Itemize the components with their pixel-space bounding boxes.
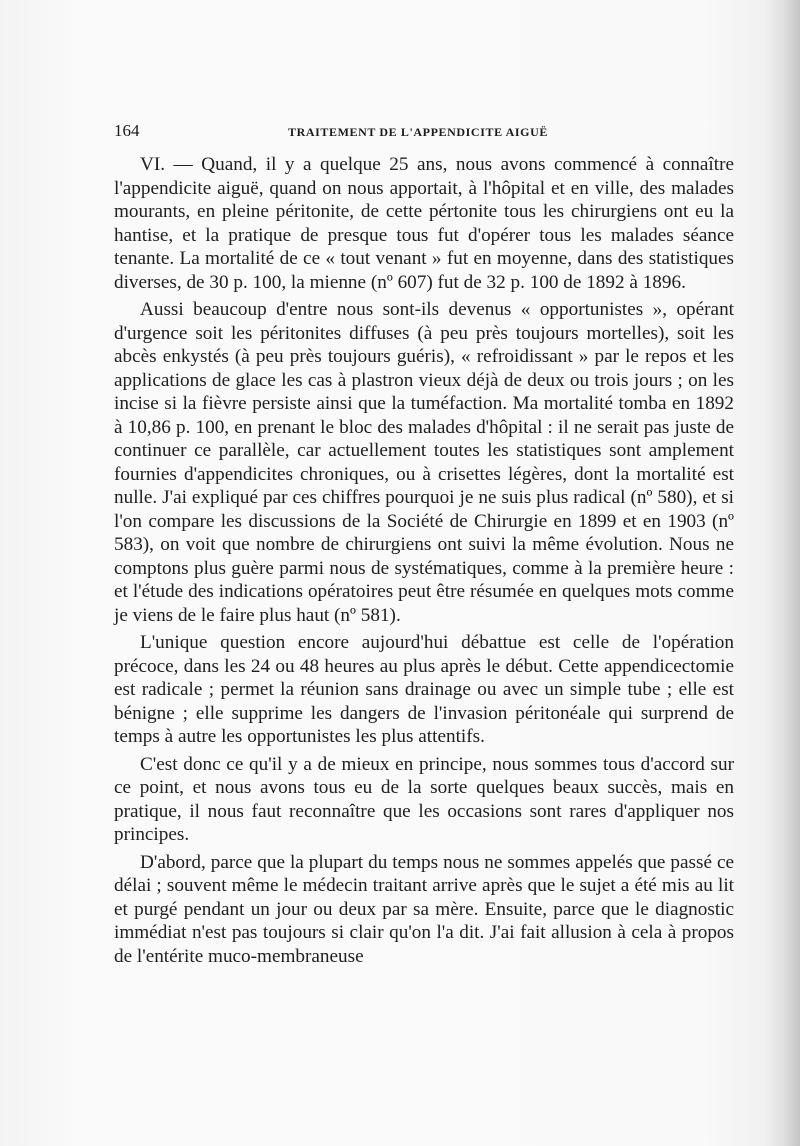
page-edge-shadow [765,0,800,1146]
running-title: TRAITEMENT DE L'APPENDICITE AIGUË [288,125,548,139]
paragraph-2: Aussi beaucoup d'entre nous sont-ils devenus « opportunistes », opérant d'urgence soit les péritonites diffuses (à peu près toujours mortelles), soit les abcès enkystés (à peu près toujours guéris), « refroidissant » par le repos et les applications de glace les cas à plastron vieux déjà de deux ou trois jours ; on les incise si la fièvre persiste ainsi que la tuméfaction. Ma mortalité tomba en 1892 à 10,86 p. 100, en prenant le bloc des malades d'hôpital : il ne serait pas juste de continuer ce parallèle, car actuellement toutes les statistiques sont amplement fournies d'appendicites chroniques, ou à crisettes légères, dont la mortalité est nulle. J'ai expliqué par ces chiffres pourquoi je ne suis plus radical (nº 580), et si l'on compare les discussions de la Société de Chirurgie en 1899 et en 1903 (nº 583), on voit que nombre de chirurgiens ont suivi la même évolution. Nous ne comptons plus guère parmi nous de systématiques, comme à la première heure : et l'étude des indications opératoires peut être résumée en quelques mots comme je viens de le faire plus haut (nº 581). [114,299,734,626]
body-text [114,153,734,968]
page-number: 164 [114,121,140,140]
page-header [114,121,734,143]
paragraph-4: C'est donc ce qu'il y a de mieux en principe, nous sommes tous d'accord sur ce point, et nous avons tous eu de la sorte quelques beaux succès, mais en pratique, il nous faut reconnaître que les occasions sont rares d'appliquer nos principes. [114,753,734,845]
paragraph-1: VI. — Quand, il y a quelque 25 ans, nous avons commencé à connaître l'appendicite aiguë, quand on nous apportait, à l'hôpital et en ville, des malades mourants, en pleine péritonite, de cette pértonite tous les chirurgiens ont eu la hantise, et la pratique de presque tous fut d'opérer tous les malades séance tenante. La mortalité de ce « tout venant » fut en moyenne, dans des statistiques diverses, de 30 p. 100, la mienne (nº 607) fut de 32 p. 100 de 1892 à 1896. [114,154,734,293]
paragraph-5: D'abord, parce que la plupart du temps nous ne sommes appelés que passé ce délai ; souvent même le médecin traitant arrive après que le sujet a été mis au lit et purgé pendant un jour ou deux par sa mère. Ensuite, parce que le diagnostic immédiat n'est pas toujours si clair qu'on l'a dit. J'ai fait allusion à cela à propos de l'entérite muco-membraneuse [114,851,734,967]
paragraph-3: L'unique question encore aujourd'hui débattue est celle de l'opération précoce, dans les 24 ou 48 heures au plus après le début. Cette appendicectomie est radicale ; permet la réunion sans drainage ou avec un simple tube ; elle est bénigne ; elle supprime les dangers de l'invasion péritonéale qui surprend de temps à autre les opportunistes les plus attentifs. [114,632,734,747]
